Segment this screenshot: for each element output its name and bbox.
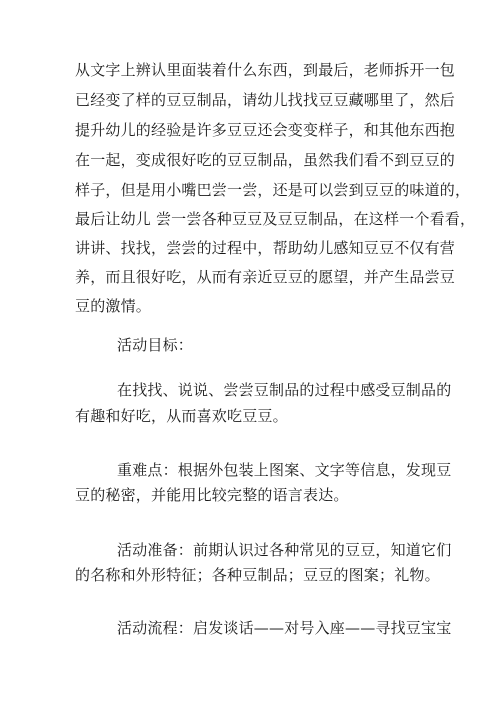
preparation-line: 的名称和外形特征；各种豆制品；豆豆的图案；礼物。 bbox=[75, 566, 440, 584]
body-text-line: 提升幼儿的经验是许多豆豆还会变变样子，和其他东西抱 bbox=[75, 121, 456, 139]
body-text-line: 养，而且很好吃，从而有亲近豆豆的愿望，并产生品尝豆 bbox=[75, 268, 456, 286]
key-points-line: 豆的秘密，并能用比较完整的语言表达。 bbox=[75, 486, 349, 504]
key-points-line: 重难点：根据外包装上图案、文字等信息，发现豆 bbox=[117, 461, 452, 479]
body-text-line: 从文字上辨认里面装着什么东西，到最后，老师拆开一包 bbox=[75, 61, 456, 79]
process-line: 活动流程：启发谈话——对号入座——寻找豆宝宝 bbox=[117, 619, 452, 637]
body-text-line: 样子，但是用小嘴巴尝一尝，还是可以尝到豆豆的味道的， bbox=[75, 181, 471, 199]
body-text-line: 豆的激情。 bbox=[75, 297, 152, 315]
body-text-line: 最后让幼儿 尝一尝各种豆豆及豆豆制品，在这样一个看看， bbox=[75, 210, 476, 228]
goal-text-line: 在找找、说说、尝尝豆制品的过程中感受豆制品的 bbox=[117, 381, 452, 399]
goal-text-line: 有趣和好吃，从而喜欢吃豆豆。 bbox=[75, 407, 288, 425]
section-heading-goals: 活动目标： bbox=[117, 336, 194, 354]
preparation-line: 活动准备：前期认识过各种常见的豆豆，知道它们 bbox=[117, 541, 452, 559]
body-text-line: 讲讲、找找，尝尝的过程中，帮助幼儿感知豆豆不仅有营 bbox=[75, 239, 456, 257]
body-text-line: 已经变了样的豆豆制品，请幼儿找找豆豆藏哪里了，然后 bbox=[75, 91, 456, 109]
body-text-line: 在一起，变成很好吃的豆豆制品，虽然我们看不到豆豆的 bbox=[75, 151, 456, 169]
